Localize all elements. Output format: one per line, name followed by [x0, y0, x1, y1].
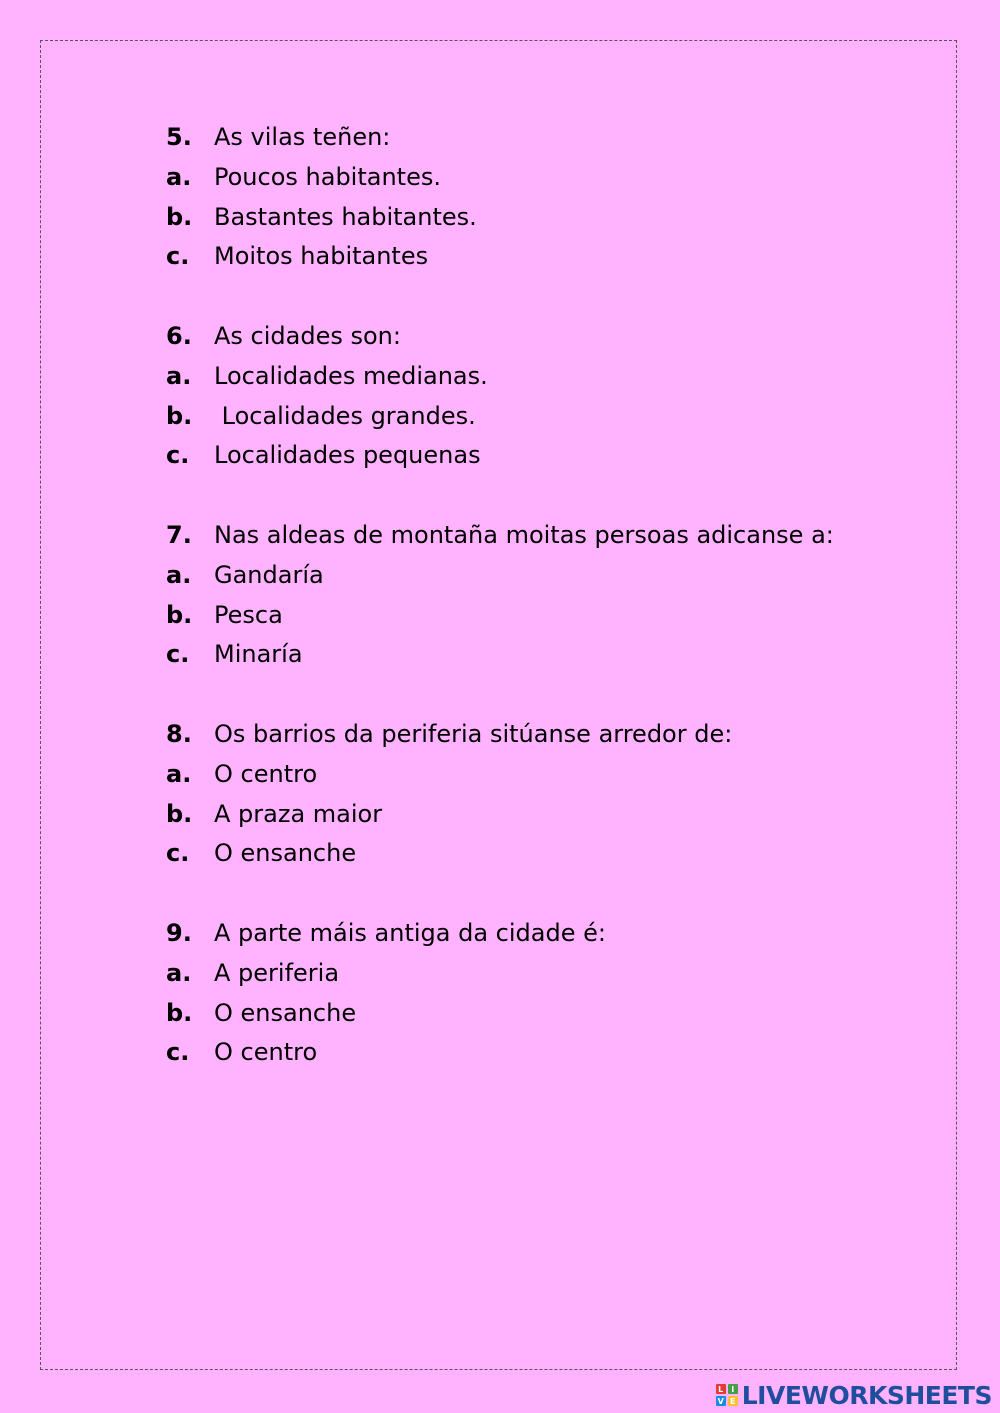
liveworksheets-logo-icon	[716, 1384, 738, 1406]
logo-tile: I	[728, 1384, 738, 1394]
liveworksheets-footer	[716, 1381, 992, 1409]
logo-tile: V	[717, 1396, 724, 1406]
option-b[interactable]	[166, 198, 926, 238]
option-letter: a.	[166, 958, 192, 987]
question-prompt-line	[166, 715, 926, 755]
option-letter: a.	[166, 759, 192, 788]
question-7	[166, 516, 926, 675]
option-c[interactable]	[166, 436, 926, 476]
option-letter: b.	[166, 202, 193, 231]
logo-tile: L	[716, 1384, 726, 1394]
option-a[interactable]	[166, 158, 926, 198]
option-letter: b.	[166, 799, 193, 828]
option-letter: c.	[166, 640, 190, 669]
question-number: 8.	[166, 719, 192, 748]
option-a[interactable]	[166, 357, 926, 397]
option-c[interactable]	[166, 1033, 926, 1073]
option-letter: a.	[166, 162, 192, 191]
question-number: 6.	[166, 321, 192, 350]
option-text: O centro	[214, 759, 318, 788]
option-text: O ensanche	[214, 839, 357, 868]
option-letter: c.	[166, 441, 190, 470]
question-prompt-line	[166, 516, 926, 556]
option-text: O centro	[214, 1038, 318, 1067]
option-text: Localidades medianas.	[214, 361, 488, 390]
option-letter: a.	[166, 361, 192, 390]
option-c[interactable]	[166, 834, 926, 874]
question-prompt-line	[166, 317, 926, 357]
option-a[interactable]	[166, 954, 926, 994]
option-text: A periferia	[214, 958, 340, 987]
option-letter: a.	[166, 560, 192, 589]
option-text: Moitos habitantes	[214, 242, 429, 271]
option-b[interactable]	[166, 795, 926, 835]
question-9	[166, 914, 926, 1073]
option-c[interactable]	[166, 237, 926, 277]
option-a[interactable]	[166, 755, 926, 795]
quiz-content	[166, 118, 926, 1113]
option-letter: b.	[166, 600, 193, 629]
option-text: A praza maior	[214, 799, 383, 828]
option-letter: c.	[166, 839, 190, 868]
question-number: 9.	[166, 918, 192, 947]
question-number: 5.	[166, 123, 192, 151]
question-number: 7.	[166, 520, 192, 549]
option-text: Pesca	[214, 600, 283, 629]
question-5	[166, 118, 926, 277]
option-letter: c.	[166, 242, 190, 271]
question-prompt: Os barrios da periferia sitúanse arredor de:	[214, 719, 733, 748]
option-text: Gandaría	[214, 560, 324, 589]
logo-tile: E	[728, 1396, 738, 1406]
option-text: Localidades grandes.	[214, 401, 476, 430]
option-b[interactable]	[166, 397, 926, 437]
option-b[interactable]	[166, 596, 926, 636]
option-text: O ensanche	[214, 998, 357, 1027]
option-text: Localidades pequenas	[214, 441, 481, 470]
option-text: Poucos habitantes.	[214, 162, 441, 191]
question-prompt: As cidades son:	[214, 321, 401, 350]
question-prompt-line	[166, 914, 926, 954]
option-text: Bastantes habitantes.	[214, 202, 477, 231]
option-c[interactable]	[166, 635, 926, 675]
brand-name: LIVEWORKSHEETS	[741, 1380, 992, 1410]
question-prompt: A parte máis antiga da cidade é:	[214, 918, 606, 947]
option-a[interactable]	[166, 556, 926, 596]
option-letter: b.	[166, 998, 193, 1027]
question-prompt: As vilas teñen:	[214, 123, 391, 151]
question-8	[166, 715, 926, 874]
question-prompt: Nas aldeas de montaña moitas persoas adicanse a:	[214, 520, 834, 549]
option-letter: c.	[166, 1038, 190, 1067]
option-b[interactable]	[166, 994, 926, 1034]
question-prompt-line	[166, 118, 926, 158]
question-6	[166, 317, 926, 476]
option-letter: b.	[166, 401, 193, 430]
option-text: Minaría	[214, 640, 303, 669]
